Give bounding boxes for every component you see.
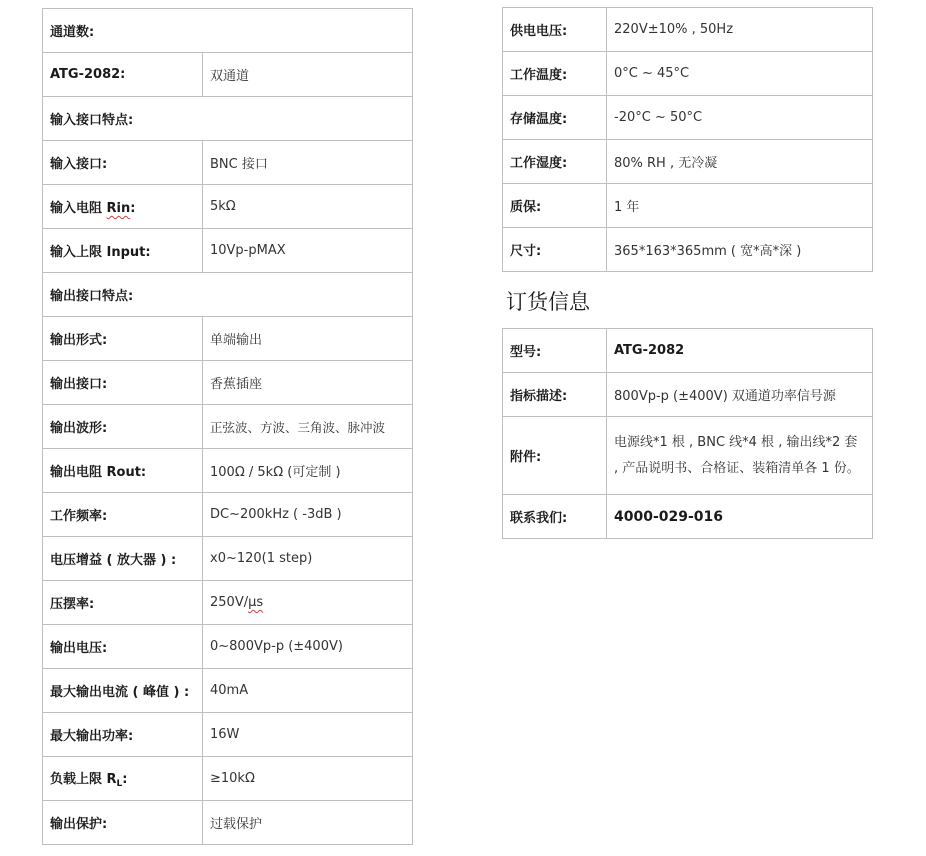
spec-value: 1 年	[607, 184, 873, 228]
table-row	[43, 449, 413, 493]
table-row	[503, 228, 873, 272]
spec-label: 输出波形:	[43, 405, 203, 449]
table-row	[43, 801, 413, 845]
spec-label: 供电电压:	[503, 8, 607, 52]
spec-label: 存储温度:	[503, 96, 607, 140]
spec-label: 最大输出电流 ( 峰值 ) :	[43, 669, 203, 713]
table-row	[43, 317, 413, 361]
table-row	[43, 625, 413, 669]
spec-label: 输出电阻 Rout:	[43, 449, 203, 493]
spec-value: 过载保护	[203, 801, 413, 845]
spec-value: 16W	[203, 713, 413, 757]
spec-value: 0°C ~ 45°C	[607, 52, 873, 96]
table-row	[43, 9, 413, 53]
spec-label: 附件:	[503, 417, 607, 495]
contact-phone: 4000-029-016	[607, 495, 873, 539]
spec-label: 型号:	[503, 329, 607, 373]
spec-value: 10Vp-pMAX	[203, 229, 413, 273]
specs-table-left	[42, 8, 413, 845]
table-row	[43, 757, 413, 801]
spec-value: ≥10kΩ	[203, 757, 413, 801]
spec-label	[43, 185, 203, 229]
subscript-text: L	[116, 779, 123, 789]
table-row	[43, 493, 413, 537]
table-row	[503, 417, 873, 495]
table-row	[43, 273, 413, 317]
spec-value: BNC 接口	[203, 141, 413, 185]
spec-label: ATG-2082:	[43, 53, 203, 97]
table-row	[503, 8, 873, 52]
specs-table-right	[502, 7, 873, 272]
spec-label: 工作湿度:	[503, 140, 607, 184]
spec-label-colon: :	[122, 772, 128, 787]
spec-label-text: 输入电阻	[50, 201, 107, 216]
table-row	[43, 229, 413, 273]
table-row	[503, 184, 873, 228]
table-row	[43, 405, 413, 449]
model-number: ATG-2082	[607, 329, 873, 373]
section-header-input: 输入接口特点:	[43, 97, 413, 141]
spec-label-colon: :	[130, 201, 136, 216]
spec-label: 输出接口:	[43, 361, 203, 405]
spec-value-text: 250V/	[210, 595, 249, 610]
spec-value: x0~120(1 step)	[203, 537, 413, 581]
spec-value: 40mA	[203, 669, 413, 713]
section-header-channels: 通道数:	[43, 9, 413, 53]
table-row	[43, 185, 413, 229]
spec-label: 最大输出功率:	[43, 713, 203, 757]
spec-label: 输出形式:	[43, 317, 203, 361]
spec-label: 输入接口:	[43, 141, 203, 185]
spec-value: 800Vp-p (±400V) 双通道功率信号源	[607, 373, 873, 417]
spec-value: 正弦波、方波、三角波、脉冲波	[203, 405, 413, 449]
table-row	[43, 669, 413, 713]
spec-value: 0~800Vp-p (±400V)	[203, 625, 413, 669]
spec-label: 工作温度:	[503, 52, 607, 96]
spec-label: 联系我们:	[503, 495, 607, 539]
spec-label: 输出保护:	[43, 801, 203, 845]
spec-label: 输出电压:	[43, 625, 203, 669]
table-row	[43, 141, 413, 185]
spec-value: 单端输出	[203, 317, 413, 361]
spec-label: 输入上限 Input:	[43, 229, 203, 273]
spec-value: 100Ω / 5kΩ (可定制 )	[203, 449, 413, 493]
spec-label: 质保:	[503, 184, 607, 228]
spec-label-text: 负载上限 R	[50, 772, 117, 787]
order-info-heading: 订货信息	[506, 290, 590, 314]
spec-label: 压摆率:	[43, 581, 203, 625]
accessories-list: 电源线*1 根 , BNC 线*4 根 , 输出线*2 套 , 产品说明书、合格证、装箱清单各 1 份。	[607, 417, 873, 495]
order-info-table	[502, 328, 873, 539]
spec-value: 80% RH , 无冷凝	[607, 140, 873, 184]
spec-value: DC~200kHz ( -3dB )	[203, 493, 413, 537]
spell-check-underlined-text: μs	[248, 595, 264, 610]
spec-value: 365*163*365mm ( 宽*高*深 )	[607, 228, 873, 272]
table-row	[503, 373, 873, 417]
table-row	[503, 52, 873, 96]
table-row	[503, 329, 873, 373]
spec-label: 尺寸:	[503, 228, 607, 272]
spec-value: 香蕉插座	[203, 361, 413, 405]
spec-value: 220V±10% , 50Hz	[607, 8, 873, 52]
spec-label	[43, 757, 203, 801]
spec-label: 指标描述:	[503, 373, 607, 417]
spec-label: 电压增益 ( 放大器 ) :	[43, 537, 203, 581]
spec-value: 双通道	[203, 53, 413, 97]
spell-check-underlined-text: Rin	[106, 201, 131, 216]
spec-value	[203, 581, 413, 625]
spec-label: 工作频率:	[43, 493, 203, 537]
table-row	[503, 96, 873, 140]
table-row	[43, 97, 413, 141]
spec-value: -20°C ~ 50°C	[607, 96, 873, 140]
table-row	[503, 495, 873, 539]
table-row	[43, 713, 413, 757]
spec-value: 5kΩ	[203, 185, 413, 229]
table-row	[503, 140, 873, 184]
table-row	[43, 581, 413, 625]
table-row	[43, 361, 413, 405]
table-row	[43, 537, 413, 581]
table-row	[43, 53, 413, 97]
section-header-output: 输出接口特点:	[43, 273, 413, 317]
